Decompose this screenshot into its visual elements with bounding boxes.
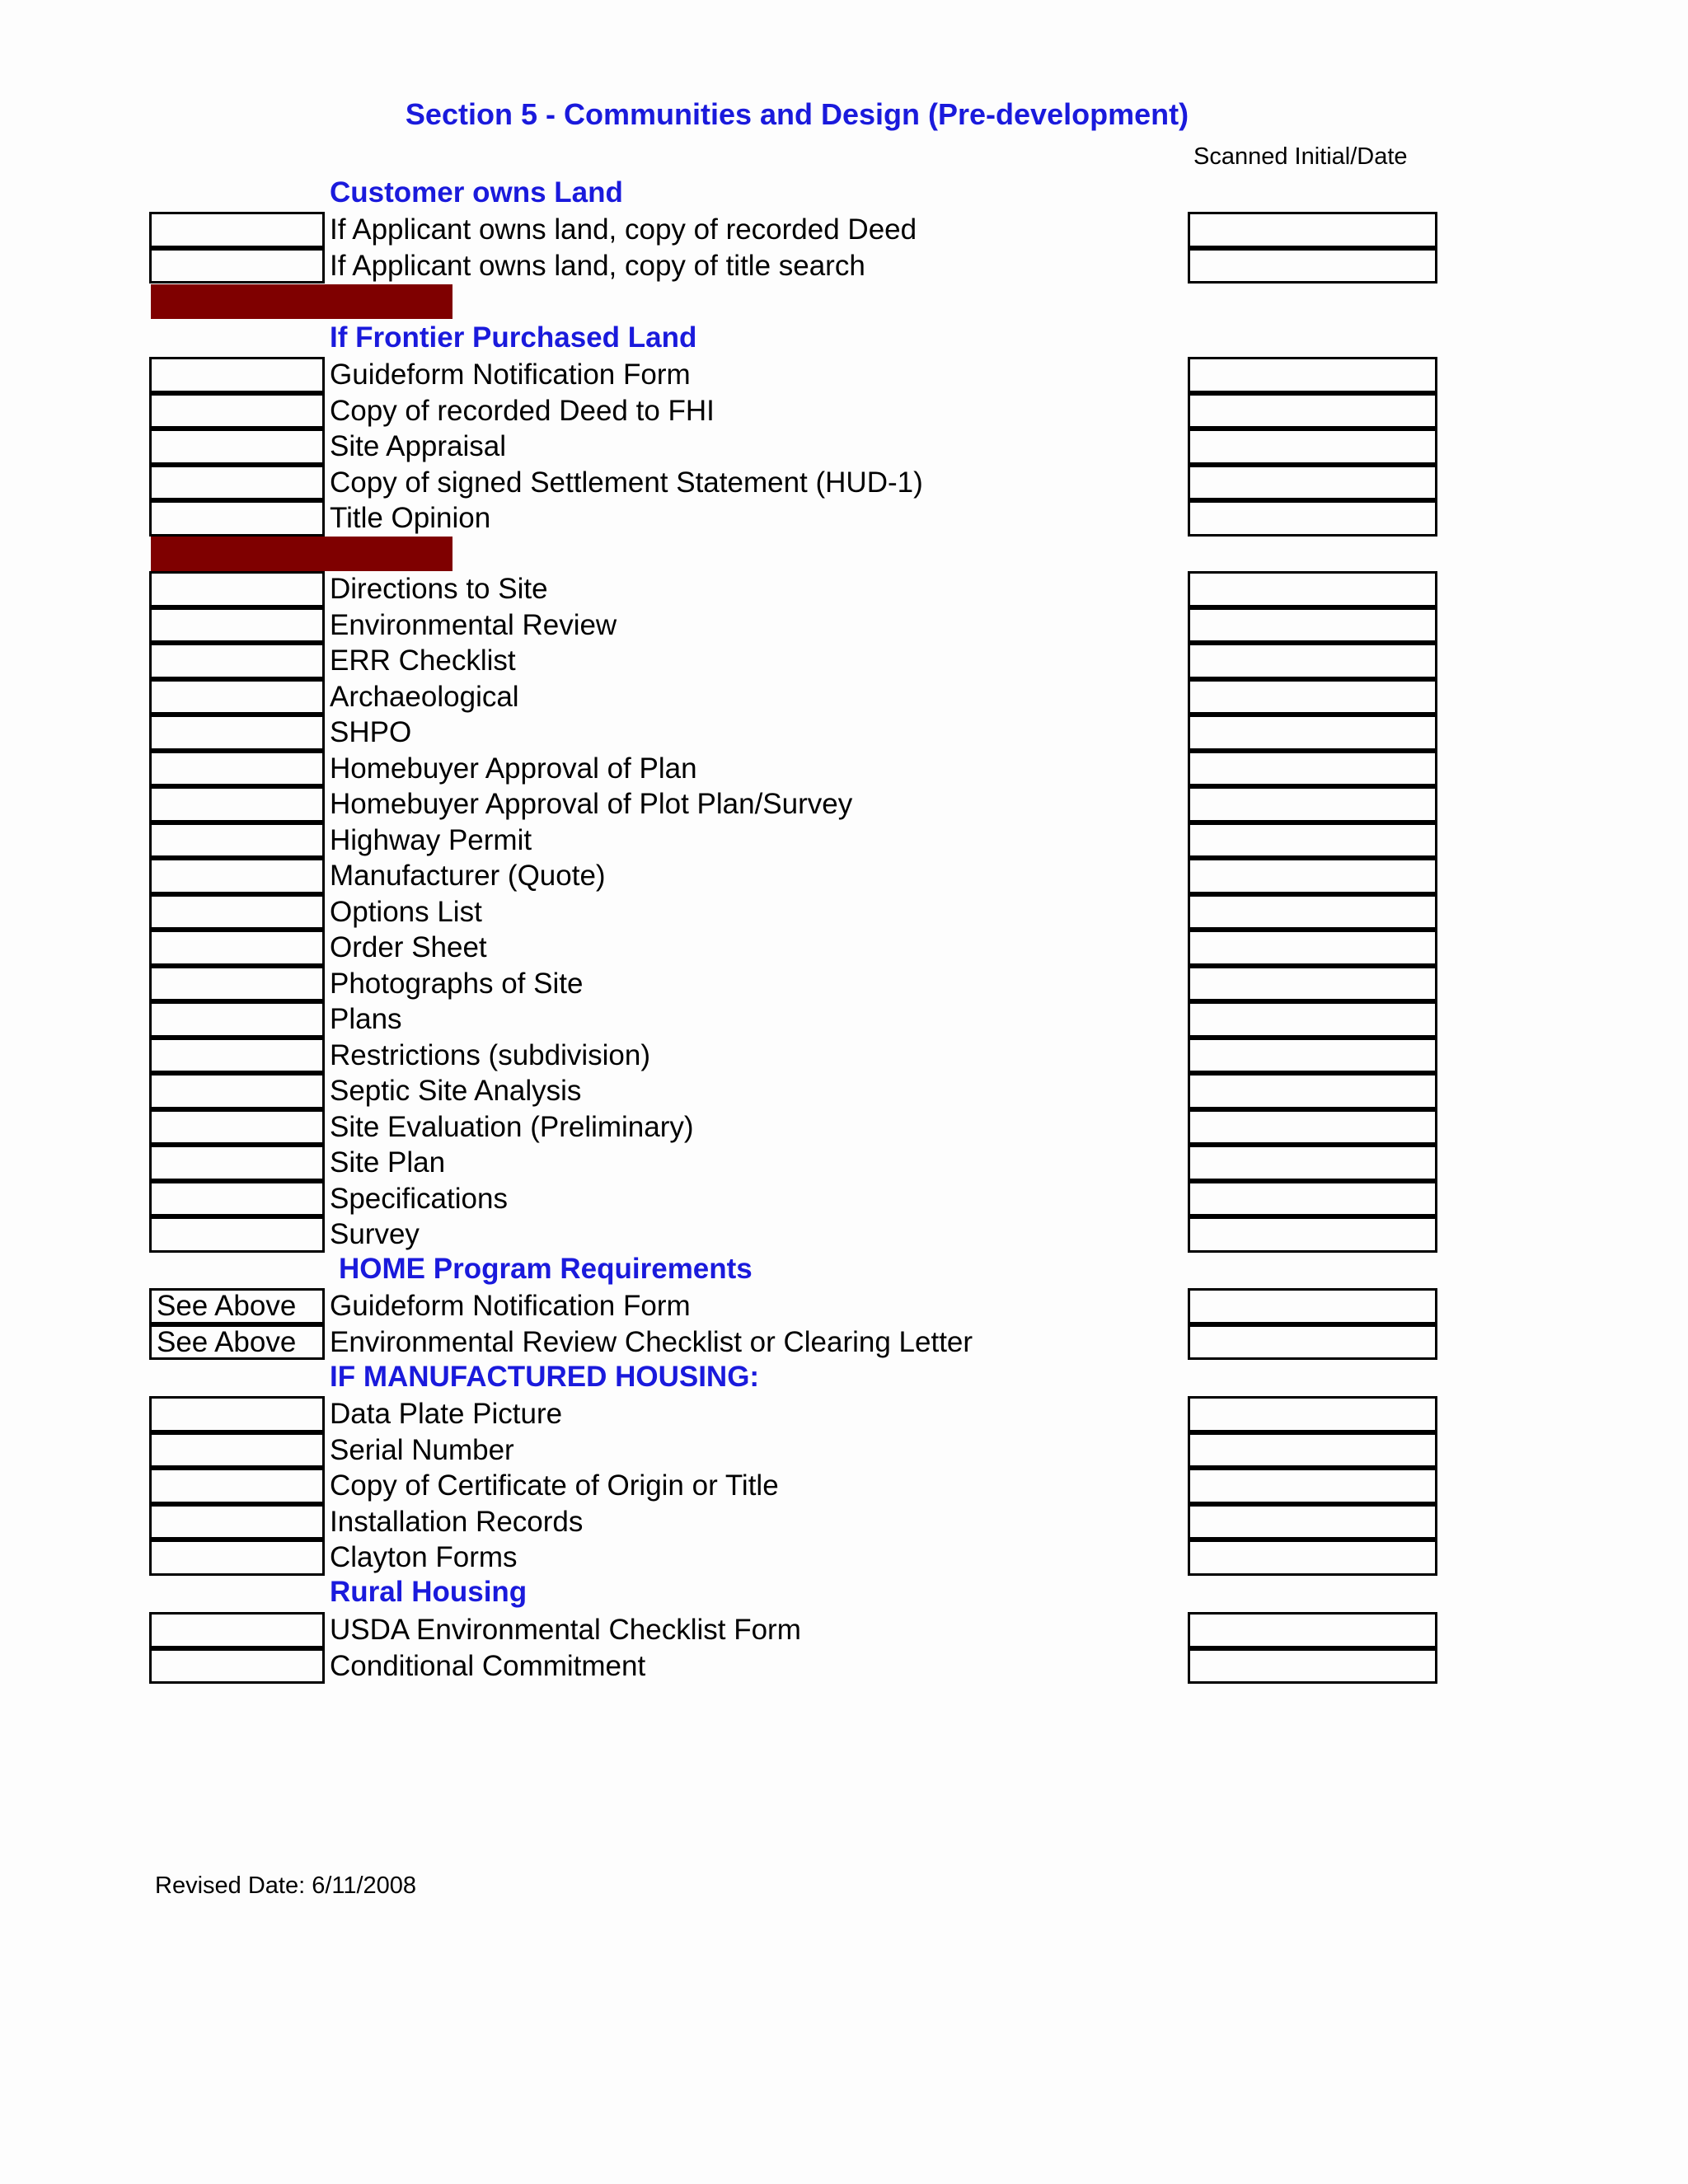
scanned-initial-date-field[interactable]	[1188, 607, 1437, 644]
item-label: Plans	[330, 1003, 402, 1035]
checklist-row	[0, 930, 1688, 966]
checklist-row	[0, 1396, 1688, 1432]
item-label: Options List	[330, 895, 482, 928]
scanned-initial-date-field[interactable]	[1188, 966, 1437, 1002]
scanned-initial-date-field[interactable]	[1188, 1109, 1437, 1146]
checklist-row	[0, 1468, 1688, 1504]
check-box[interactable]	[149, 1109, 325, 1146]
item-label: USDA Environmental Checklist Form	[330, 1614, 801, 1646]
checklist-row	[0, 643, 1688, 679]
item-label: Installation Records	[330, 1505, 584, 1538]
checklist-row	[0, 571, 1688, 607]
item-label: Archaeological	[330, 680, 519, 713]
item-label: Data Plate Picture	[330, 1398, 563, 1430]
checklist-row	[0, 858, 1688, 894]
checklist-row	[0, 751, 1688, 787]
scanned-initial-date-field[interactable]	[1188, 1181, 1437, 1217]
check-box[interactable]	[149, 571, 325, 607]
check-box[interactable]	[149, 1648, 325, 1685]
check-box[interactable]	[149, 248, 325, 284]
scanned-initial-date-field[interactable]	[1188, 1540, 1437, 1576]
checklist-row	[0, 248, 1688, 284]
item-label: Guideform Notification Form	[330, 359, 691, 391]
check-box[interactable]	[149, 1468, 325, 1504]
see-above-cell[interactable]: See Above	[149, 1324, 325, 1361]
scanned-initial-date-field[interactable]	[1188, 1216, 1437, 1253]
item-label: SHPO	[330, 716, 412, 748]
check-box[interactable]	[149, 607, 325, 644]
checklist-row	[0, 1216, 1688, 1253]
item-label: Order Sheet	[330, 931, 487, 963]
item-label: Photographs of Site	[330, 967, 584, 1000]
check-box[interactable]	[149, 894, 325, 930]
checklist-row	[0, 607, 1688, 644]
item-label: Copy of Certificate of Origin or Title	[330, 1469, 779, 1502]
item-label: Manufacturer (Quote)	[330, 860, 606, 892]
checklist-row	[0, 500, 1688, 537]
check-box[interactable]	[149, 1540, 325, 1576]
scanned-initial-date-field[interactable]	[1188, 393, 1437, 429]
check-box[interactable]	[149, 751, 325, 787]
item-label: Septic Site Analysis	[330, 1075, 582, 1107]
item-label: Conditional Commitment	[330, 1649, 646, 1682]
section-heading-frontier-purchased-land: If Frontier Purchased Land	[330, 321, 697, 354]
scanned-initial-date-field[interactable]	[1188, 1612, 1437, 1648]
see-above-cell[interactable]: See Above	[149, 1288, 325, 1324]
checklist-row	[0, 1109, 1688, 1146]
checklist-row	[0, 679, 1688, 715]
checklist-row	[0, 1038, 1688, 1074]
item-label: Clayton Forms	[330, 1541, 518, 1573]
check-box[interactable]	[149, 500, 325, 537]
scanned-initial-date-field[interactable]	[1188, 1648, 1437, 1685]
checklist-row	[0, 715, 1688, 751]
checklist-row	[0, 429, 1688, 465]
checklist-row	[0, 393, 1688, 429]
item-label: If Applicant owns land, copy of title search	[330, 249, 865, 282]
item-label: Restrictions (subdivision)	[330, 1038, 651, 1071]
page-title: Section 5 - Communities and Design (Pre-development)	[405, 97, 1189, 131]
checklist-row	[0, 1073, 1688, 1109]
checklist-row	[0, 1648, 1688, 1685]
scanned-initial-date-field[interactable]	[1188, 786, 1437, 823]
check-box[interactable]	[149, 1396, 325, 1432]
item-label: Title Opinion	[330, 502, 491, 534]
checklist-row	[0, 966, 1688, 1002]
checklist-row	[0, 1540, 1688, 1576]
scanned-initial-date-field[interactable]	[1188, 1073, 1437, 1109]
scanned-initial-date-field[interactable]	[1188, 715, 1437, 751]
item-label: Environmental Review	[330, 608, 617, 641]
scanned-initial-date-field[interactable]	[1188, 1288, 1437, 1324]
scanned-initial-date-field[interactable]	[1188, 465, 1437, 501]
item-label: Survey	[330, 1218, 420, 1250]
item-label: Homebuyer Approval of Plan	[330, 752, 697, 785]
item-label: Directions to Site	[330, 573, 548, 605]
item-label: Specifications	[330, 1182, 508, 1215]
check-box[interactable]	[149, 465, 325, 501]
scanned-initial-date-field[interactable]	[1188, 1001, 1437, 1038]
checklist-row	[0, 894, 1688, 930]
check-box[interactable]	[149, 823, 325, 859]
item-label: Site Appraisal	[330, 430, 507, 462]
item-label: Homebuyer Approval of Plot Plan/Survey	[330, 788, 853, 820]
checklist-row	[0, 1288, 1688, 1324]
scanned-initial-date-field[interactable]	[1188, 500, 1437, 537]
scanned-initial-date-field[interactable]	[1188, 357, 1437, 393]
checklist-row	[0, 786, 1688, 823]
scanned-initial-date-field[interactable]	[1188, 751, 1437, 787]
scanned-initial-date-field[interactable]	[1188, 643, 1437, 679]
checklist-row	[0, 465, 1688, 501]
scanned-initial-date-field[interactable]	[1188, 212, 1437, 248]
check-box[interactable]	[149, 357, 325, 393]
section-divider-bar	[151, 537, 452, 571]
scanned-initial-date-field[interactable]	[1188, 1468, 1437, 1504]
item-label: Environmental Review Checklist or Clearing Letter	[330, 1325, 973, 1358]
check-box[interactable]	[149, 429, 325, 465]
scanned-initial-date-field[interactable]	[1188, 1396, 1437, 1432]
section-divider-bar	[151, 284, 452, 319]
check-box[interactable]	[149, 1432, 325, 1469]
check-box[interactable]	[149, 1216, 325, 1253]
check-box[interactable]	[149, 1612, 325, 1648]
checklist-row	[0, 1001, 1688, 1038]
check-box[interactable]	[149, 1038, 325, 1074]
check-box[interactable]	[149, 679, 325, 715]
scanned-initial-date-field[interactable]	[1188, 248, 1437, 284]
check-box[interactable]	[149, 212, 325, 248]
revised-date: Revised Date: 6/11/2008	[155, 1872, 417, 1899]
section-heading-manufactured-housing: IF MANUFACTURED HOUSING:	[330, 1361, 760, 1393]
scanned-initial-date-field[interactable]	[1188, 429, 1437, 465]
section-heading-home-program: HOME Program Requirements	[339, 1253, 753, 1285]
scanned-initial-date-field[interactable]	[1188, 571, 1437, 607]
check-box[interactable]	[149, 1504, 325, 1540]
item-label: Site Evaluation (Preliminary)	[330, 1110, 694, 1143]
checklist-row	[0, 823, 1688, 859]
checklist-row	[0, 1504, 1688, 1540]
item-label: If Applicant owns land, copy of recorded Deed	[330, 213, 917, 246]
check-box[interactable]	[149, 1145, 325, 1181]
item-label: Copy of recorded Deed to FHI	[330, 394, 715, 427]
scanned-initial-date-field[interactable]	[1188, 1504, 1437, 1540]
check-box[interactable]	[149, 393, 325, 429]
scanned-initial-date-field[interactable]	[1188, 1324, 1437, 1361]
scanned-initial-date-field[interactable]	[1188, 1145, 1437, 1181]
checklist-row	[0, 1432, 1688, 1469]
item-label: Copy of signed Settlement Statement (HUD-1)	[330, 466, 923, 499]
item-label: Site Plan	[330, 1146, 446, 1179]
item-label: ERR Checklist	[330, 644, 516, 677]
checklist-row	[0, 1324, 1688, 1361]
check-box[interactable]	[149, 1001, 325, 1038]
check-box[interactable]	[149, 1073, 325, 1109]
check-box[interactable]	[149, 1181, 325, 1217]
item-label: Guideform Notification Form	[330, 1290, 691, 1322]
check-box[interactable]	[149, 786, 325, 823]
scanned-initial-date-header: Scanned Initial/Date	[1193, 143, 1408, 170]
item-label: Serial Number	[330, 1433, 514, 1466]
section-heading-customer-owns-land: Customer owns Land	[330, 176, 623, 209]
check-box[interactable]	[149, 930, 325, 966]
scanned-initial-date-field[interactable]	[1188, 823, 1437, 859]
scanned-initial-date-field[interactable]	[1188, 679, 1437, 715]
checklist-row	[0, 357, 1688, 393]
checklist-row	[0, 1181, 1688, 1217]
scanned-initial-date-field[interactable]	[1188, 930, 1437, 966]
item-label: Highway Permit	[330, 823, 532, 856]
check-box[interactable]	[149, 643, 325, 679]
scanned-initial-date-field[interactable]	[1188, 1432, 1437, 1469]
checklist-row	[0, 1612, 1688, 1648]
scanned-initial-date-field[interactable]	[1188, 894, 1437, 930]
scanned-initial-date-field[interactable]	[1188, 1038, 1437, 1074]
check-box[interactable]	[149, 966, 325, 1002]
check-box[interactable]	[149, 858, 325, 894]
check-box[interactable]	[149, 715, 325, 751]
checklist-row	[0, 212, 1688, 248]
checklist-row	[0, 1145, 1688, 1181]
section-heading-rural-housing: Rural Housing	[330, 1576, 528, 1608]
scanned-initial-date-field[interactable]	[1188, 858, 1437, 894]
